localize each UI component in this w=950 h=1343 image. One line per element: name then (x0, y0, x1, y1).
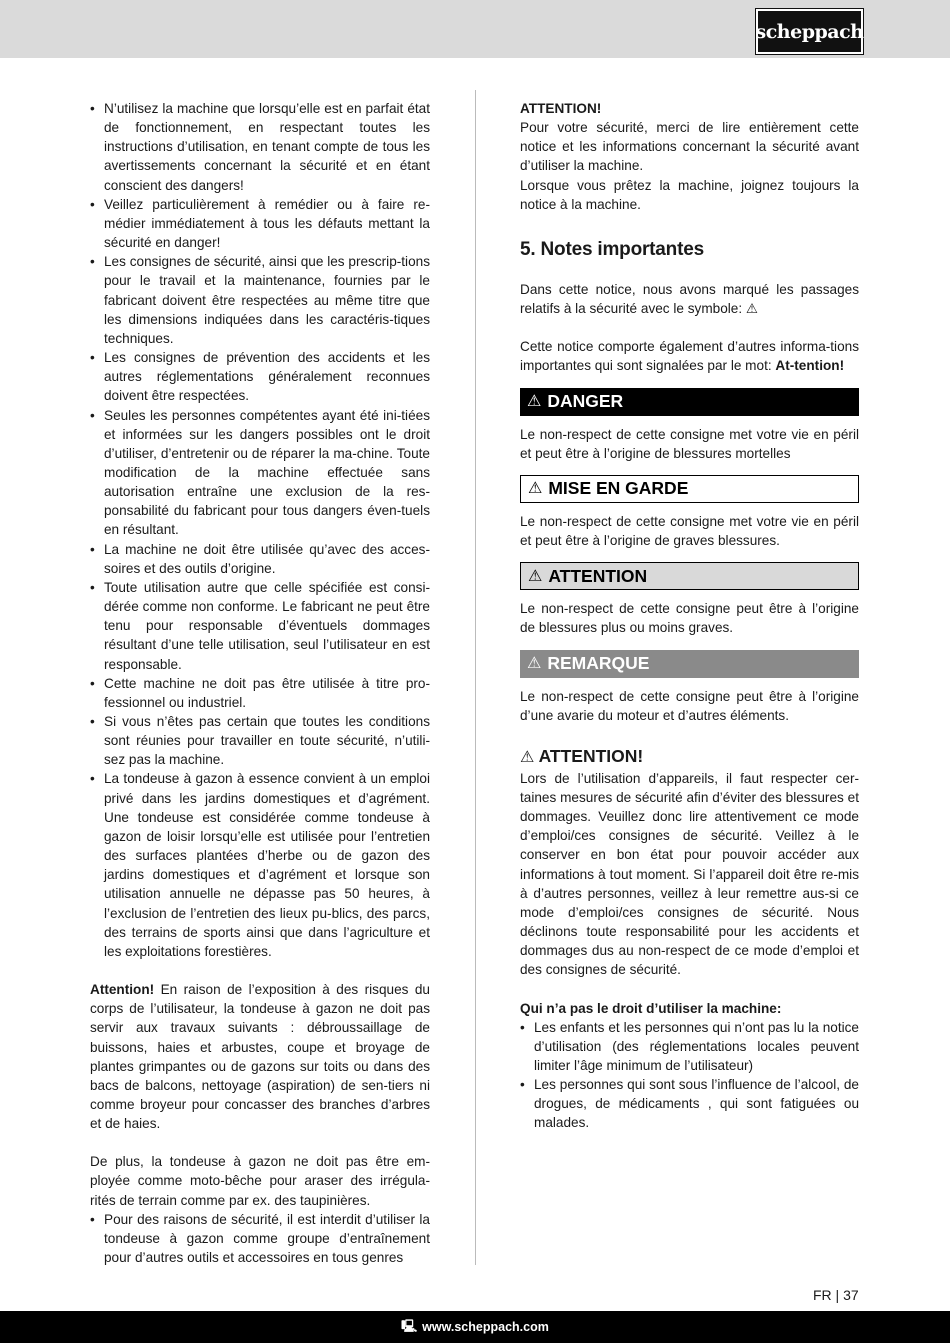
warning-triangle-icon: ⚠ (520, 748, 535, 766)
warning-triangle-icon: ⚠ (528, 480, 543, 498)
list-item: • Toute utilisation autre que celle spécifiée est consi-dérée comme non conforme. Le fabricant ne peut être tenu pour responsable d’éventuels dommages résultant d’une telle utilisation, seul l’utilisateur en est responsable. (90, 578, 430, 674)
list-item: • Les consignes de prévention des accidents et les autres réglementations généralement reconnues doivent être respectées. (90, 348, 430, 405)
attention-paragraph-1: Pour votre sécurité, merci de lire entièrement cette notice et les informations concernant la sécurité avant d’utiliser la machine. (520, 120, 859, 174)
attention-text: Le non-respect de cette consigne peut être à l’origine de blessures plus ou moins graves. (520, 601, 859, 636)
remarque-label-box (520, 650, 859, 678)
attention-paragraph (90, 980, 430, 1133)
drive-unit-bullet-list (90, 1210, 430, 1267)
list-item: • Cette machine ne doit pas être utilisée à titre pro-fessionnel ou industriel. (90, 674, 430, 712)
right-column (520, 99, 859, 1133)
attention-heading: ATTENTION! (520, 101, 602, 116)
attention-paragraph-2: Lorsque vous prêtez la machine, joignez toujours la notice à la machine. (520, 177, 859, 212)
header-bar (0, 0, 950, 58)
intro-paragraph-2: Cette notice comporte également d’autres informa-tions importantes qui sont signalées par le mot: At-tention! (520, 339, 859, 374)
mise-en-garde-label: MISE EN GARDE (548, 478, 689, 499)
list-item: • Veillez particulièrement à remédier ou à faire re-médier immédiatement à tous les défauts mettant la sécurité en danger! (90, 195, 430, 252)
left-column (90, 99, 430, 1267)
list-item: • La tondeuse à gazon à essence convient à un emploi privé dans les jardins domestiques et d’agrément. Une tondeuse est considérée comme tondeuse à gazon de loisir lorsqu’elle est utilisée pour l’entretien des surfaces plantées d’herbe ou de gazon des jardins domestiques et d’agrément et lorsque son utilisation annuelle ne dépasse pas 50 heures, à l’exclusion de l’entretien des lieux pu-blics, des parcs, des terrains de sports ainsi que dans l’agriculture et les exploitations forestières. (90, 769, 430, 961)
attention-label: ATTENTION (548, 565, 648, 586)
remarque-label: REMARQUE (547, 652, 650, 673)
attention-2-text: Lors de l’utilisation d’appareils, il faut respecter cer-taines mesures de sécurité afin d’éviter des blessures et dommages. Veuillez donc lire attentivement ce mode d’emploi/ces consignes de sécurité. Veillez à le conserver en bon état pour pouvoir accéder aux informations à tout moment. Si l’appareil doit être re-mis à d’autres personnes, veillez à leur remettre aus-si ce mode d’emploi/ces consignes de sécurité. Nous déclinons toute responsabilité pour les accidents et dommages dus au non-respect de ce mode d’emploi et des consignes de sécurité. (520, 770, 859, 978)
footer-bar (0, 1311, 950, 1343)
attention-label: Attention! (90, 982, 155, 998)
scheppach-logo: scheppach (756, 9, 863, 54)
safety-bullet-list (90, 99, 430, 961)
de-plus-paragraph: De plus, la tondeuse à gazon ne doit pas être em-ployée comme moto-bêche pour araser des irrégula-rités de terrain comme par ex. des taupinières. (90, 1154, 430, 1208)
list-item: • Pour des raisons de sécurité, il est interdit d’utiliser la tondeuse à gazon comme groupe d’entraînement pour d’autres outils et accessoires en tous genres (90, 1210, 430, 1267)
danger-label-box (520, 388, 859, 416)
mise-en-garde-label-box (520, 475, 859, 503)
attention-heading-2: ⚠ ATTENTION! (520, 745, 644, 766)
website-link[interactable]: www.scheppach.com (422, 1320, 549, 1334)
computer-icon: 🖳 (401, 1318, 418, 1333)
list-item: • Les consignes de sécurité, ainsi que les prescrip-tions pour le travail et la maintenance, fournies par le fabricant doivent être respectées au même titre que les dimensions indiquées dans les caractéris-tiques techniques. (90, 252, 430, 348)
list-item: • Si vous n’êtes pas certain que toutes les conditions sont réunies pour travailler en toute sécurité, n’utili-sez pas la machine. (90, 712, 430, 769)
mise-en-garde-text: Le non-respect de cette consigne met votre vie en péril et peut être à l’origine de graves blessures. (520, 513, 859, 549)
intro-paragraph-1: Dans cette notice, nous avons marqué les passages relatifs à la sécurité avec le symbole: ⚠ (520, 281, 859, 317)
attention-label-box (520, 562, 859, 590)
remarque-text: Le non-respect de cette consigne peut être à l’origine d’une avarie du moteur et d’autres éléments. (520, 688, 859, 723)
warning-triangle-icon: ⚠ (527, 654, 542, 672)
section-title: 5. Notes importantes (520, 238, 704, 260)
qui-bullet-list (520, 1018, 859, 1133)
list-item: • La machine ne doit être utilisée qu’avec des acces-soires et des outils d’origine. (90, 540, 430, 578)
page-number: FR | 37 (813, 1287, 859, 1303)
warning-triangle-icon: ⚠ (528, 567, 543, 585)
list-item: • Les personnes qui sont sous l’influence de l’alcool, de drogues, de médicaments , qui sont fatiguées ou malades. (520, 1075, 859, 1132)
danger-label: DANGER (547, 390, 624, 411)
warning-triangle-icon: ⚠ (527, 392, 542, 410)
danger-text: Le non-respect de cette consigne met votre vie en péril et peut être à l’origine de blessures mortelles (520, 426, 859, 461)
column-divider (475, 90, 476, 1265)
list-item: • Seules les personnes compétentes ayant été ini-tiées et informées sur les dangers possibles ont le droit d’utiliser, d’entretenir ou de réparer la ma-chine. Toute modification de la machine effectuée sans autorisation entraîne une exclusion de la res-ponsabilité du fabricant pour tous dangers éven-tuels en résultant. (90, 406, 430, 540)
attention-text: En raison de l’exposition à des risques du corps de l’utilisateur, la tondeuse à gazon ne doit pas servir aux travaux suivants : débroussaillage de buissons, haies et arbustes, coupe et broyage de plantes grimpantes ou de gazons sur toits ou dans des bacs de balcons, nettoyage (aspiration) de sen-tiers ni comme broyeur pour concasser des branches d’arbres et de haies. (90, 982, 430, 1132)
qui-heading: Qui n’a pas le droit d’utiliser la machine: (520, 1000, 782, 1016)
list-item: • Les enfants et les personnes qui n’ont pas lu la notice d’utilisation (des réglementations locales peuvent limiter l’âge minimum de l’utilisateur) (520, 1018, 859, 1075)
list-item: • N’utilisez la machine que lorsqu’elle est en parfait état de fonctionnement, en respectant toutes les instructions d’utilisation, en tenant compte de tous les avertissements concernant la sécurité et en étant conscient des dangers! (90, 99, 430, 195)
